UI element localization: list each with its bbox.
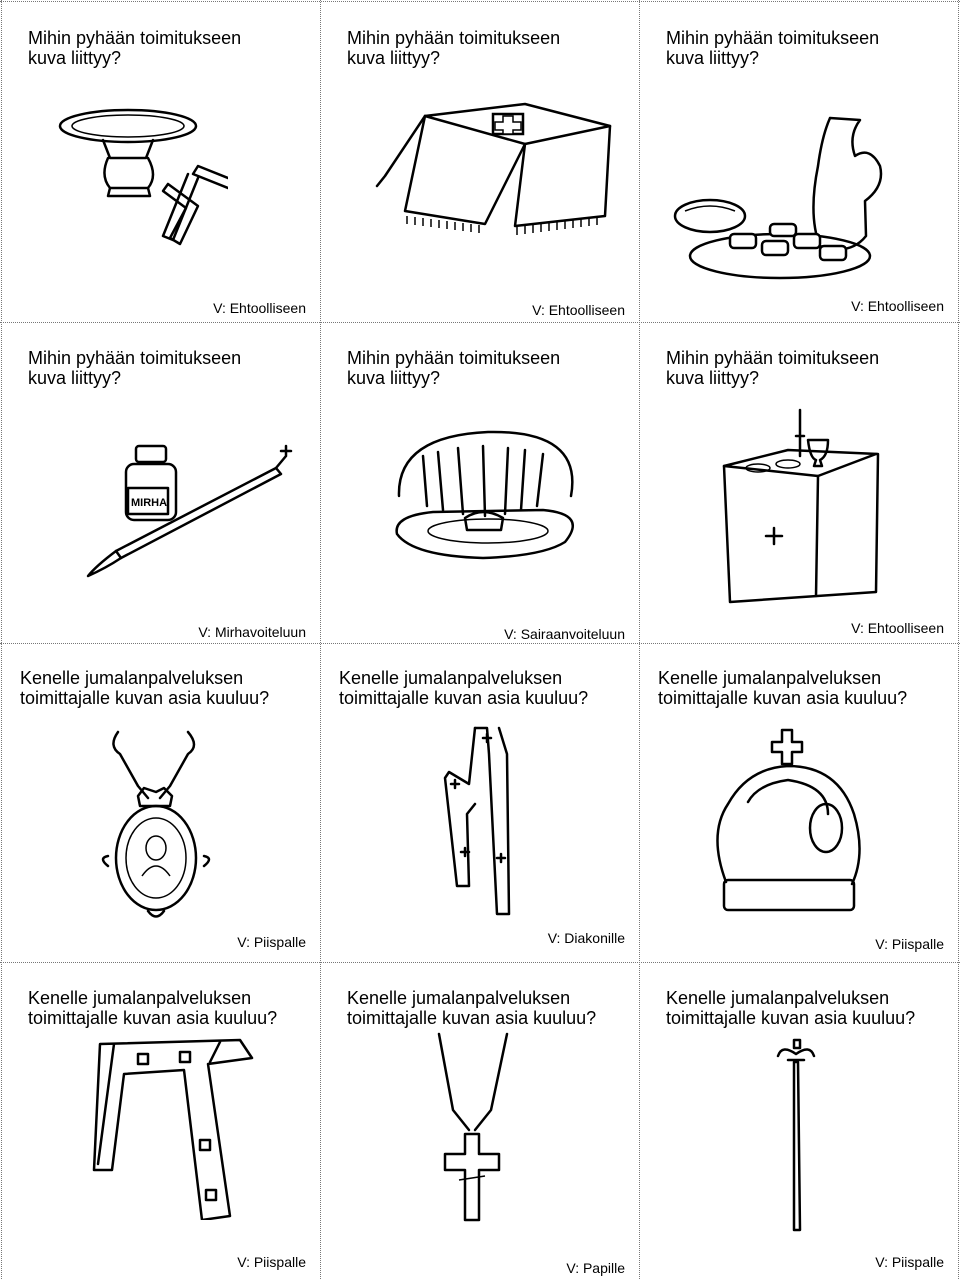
card-answer: V: Piispalle [875, 1254, 944, 1270]
card-answer: V: Piispalle [875, 936, 944, 952]
card-answer: V: Mirhavoiteluun [198, 624, 306, 640]
card-question: Kenelle jumalanpalveluksen toimittajalle kuvan asia kuuluu? [28, 988, 278, 1028]
card-answer: V: Sairaanvoiteluun [504, 626, 625, 642]
question-card [10, 658, 318, 962]
card-answer: V: Piispalle [237, 1254, 306, 1270]
question-card [18, 18, 318, 322]
question-card [337, 338, 637, 642]
card-question: Mihin pyhään toimitukseen kuva liittyy? [666, 28, 880, 68]
omophorion-icon [90, 1030, 270, 1225]
card-question: Mihin pyhään toimitukseen kuva liittyy? [28, 348, 242, 388]
cut-line [0, 322, 960, 323]
card-question: Kenelle jumalanpalveluksen toimittajalle kuvan asia kuuluu? [658, 668, 908, 708]
orarion-stole-icon [439, 724, 539, 939]
question-card [18, 978, 318, 1278]
card-answer: V: Diakonille [547, 930, 625, 946]
card-question: Kenelle jumalanpalveluksen toimittajalle kuvan asia kuuluu? [339, 668, 589, 708]
card-question: Kenelle jumalanpalveluksen toimittajalle kuvan asia kuuluu? [347, 988, 597, 1028]
panagia-icon [98, 726, 218, 931]
cut-line [0, 1, 960, 2]
card-question: Kenelle jumalanpalveluksen toimittajalle kuvan asia kuuluu? [20, 668, 270, 708]
cut-line [0, 643, 960, 644]
question-card [656, 338, 956, 642]
cut-line [639, 0, 640, 1279]
card-question: Mihin pyhään toimitukseen kuva liittyy? [347, 28, 561, 68]
card-answer: V: Ehtoolliseen [851, 298, 944, 314]
question-card [337, 978, 637, 1278]
card-question: Mihin pyhään toimitukseen kuva liittyy? [666, 348, 880, 388]
cut-line [0, 962, 960, 963]
card-answer: V: Papille [566, 1260, 625, 1276]
question-card [337, 18, 637, 322]
bottle-label: MIRHA [131, 497, 168, 509]
card-answer: V: Ehtoolliseen [851, 620, 944, 636]
question-card [329, 658, 637, 962]
card-question: Mihin pyhään toimitukseen kuva liittyy? [347, 348, 561, 388]
card-answer: V: Piispalle [237, 934, 306, 950]
cut-line [958, 0, 959, 1279]
mitre-icon [708, 724, 868, 929]
chalice-stand-icon [48, 96, 228, 261]
cut-line [1, 0, 2, 1279]
altar-cloth-icon [365, 96, 615, 241]
question-card [656, 18, 956, 322]
candles-plate-icon [393, 426, 593, 581]
jug-and-plate-icon [670, 106, 900, 291]
myrrh-bottle-brush-icon [76, 426, 316, 591]
question-card [648, 658, 956, 962]
card-question: Kenelle jumalanpalveluksen toimittajalle kuvan asia kuuluu? [666, 988, 916, 1028]
cut-line [320, 0, 321, 1279]
card-answer: V: Ehtoolliseen [213, 300, 306, 316]
question-card [656, 978, 956, 1278]
question-card [18, 338, 318, 642]
card-answer: V: Ehtoolliseen [532, 302, 625, 318]
crosier-staff-icon [760, 1034, 840, 1239]
card-question: Mihin pyhään toimitukseen kuva liittyy? [28, 28, 242, 68]
altar-table-icon [718, 406, 898, 621]
pectoral-cross-icon [433, 1030, 513, 1235]
